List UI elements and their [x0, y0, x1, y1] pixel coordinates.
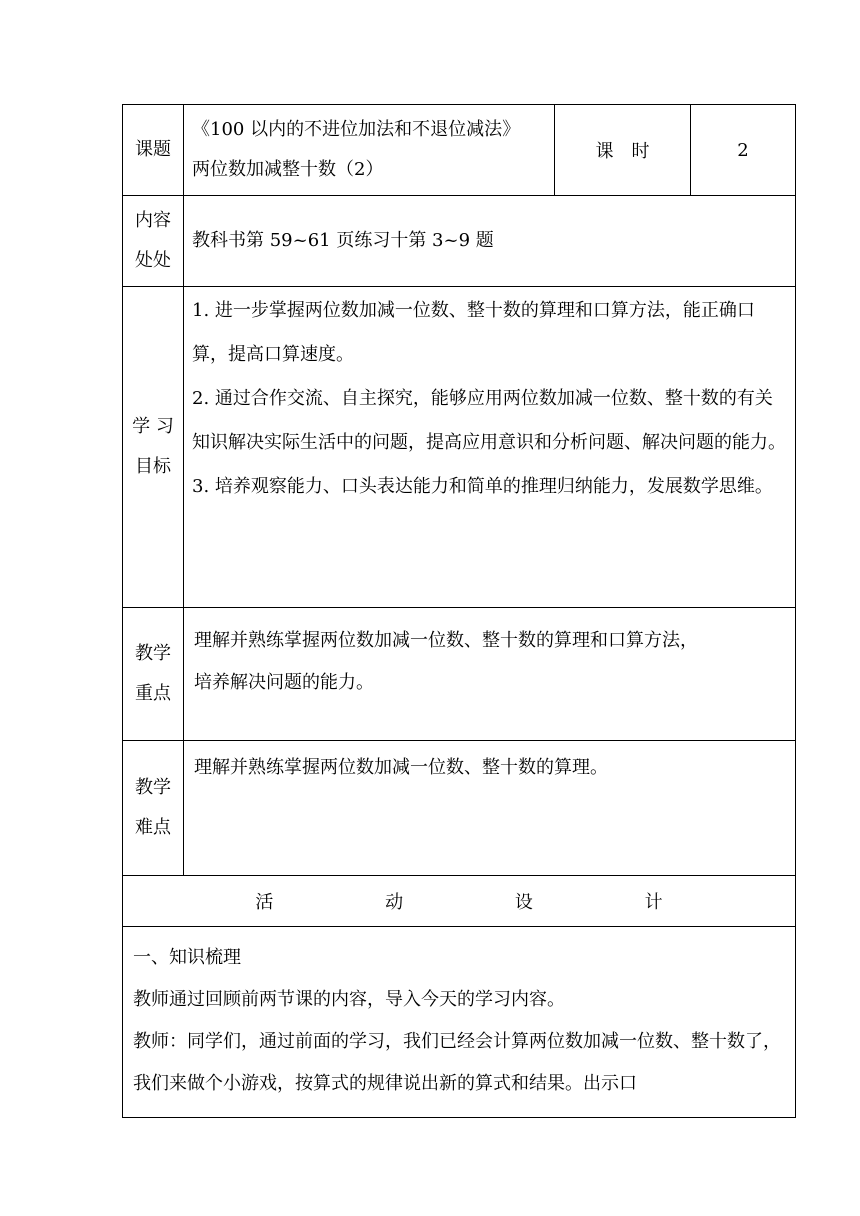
goal-item: 3. 培养观察能力、口头表达能力和简单的推理归纳能力，发展数学思维。 [192, 476, 773, 497]
label-diff-line2: 难点 [135, 817, 171, 838]
label-content-line1: 内容 [135, 210, 171, 231]
label-key-points [123, 608, 184, 741]
key-points-line1: 理解并熟练掌握两位数加减一位数、整十数的算理和口算方法， [194, 630, 698, 651]
lesson-plan-table [122, 104, 796, 1118]
label-topic [123, 105, 184, 196]
row-topic [123, 105, 796, 196]
activity-header-cell [123, 876, 796, 927]
label-content [123, 196, 184, 287]
label-goals-line1: 学 习 [132, 416, 174, 437]
period-label: 课 时 [595, 141, 650, 162]
period-value-cell [691, 105, 796, 196]
topic-title-cell [184, 105, 555, 196]
row-key-points [123, 608, 796, 741]
row-activity-body [123, 927, 796, 1118]
activity-char: 动 [385, 892, 404, 913]
label-goals [123, 287, 184, 608]
period-value: 2 [737, 139, 749, 161]
row-difficulties [123, 741, 796, 876]
difficulties-cell [184, 741, 796, 876]
row-content [123, 196, 796, 287]
label-key-line2: 重点 [135, 683, 171, 704]
topic-title-line2: 两位数加减整十数（2） [192, 159, 384, 180]
key-points-cell [184, 608, 796, 741]
label-key-line1: 教学 [135, 643, 171, 664]
goals-cell [184, 287, 796, 608]
topic-title-line1: 《100 以内的不进位加法和不退位减法》 [192, 119, 521, 140]
difficulties-text: 理解并熟练掌握两位数加减一位数、整十数的算理。 [194, 757, 608, 778]
goal-item: 1. 进一步掌握两位数加减一位数、整十数的算理和口算方法，能正确口算，提高口算速度。 [192, 300, 755, 365]
label-topic-text: 课题 [135, 139, 171, 160]
row-activity-header [123, 876, 796, 927]
row-goals [123, 287, 796, 608]
content-text: 教科书第 59~61 页练习十第 3~9 题 [192, 230, 494, 251]
content-cell [184, 196, 796, 287]
key-points-line2: 培养解决问题的能力。 [194, 672, 374, 693]
label-difficulties [123, 741, 184, 876]
label-content-line2: 处处 [135, 250, 171, 271]
activity-paragraph: 教师：同学们，通过前面的学习，我们已经会计算两位数加减一位数、整十数了，我们来做个小游戏，按算式的规律说出新的算式和结果。出示口 [133, 1031, 781, 1094]
activity-body-cell [123, 927, 796, 1118]
label-goals-line2: 目标 [135, 456, 171, 477]
label-diff-line1: 教学 [135, 777, 171, 798]
activity-char: 计 [644, 892, 663, 913]
period-label-cell [555, 105, 691, 196]
goal-item: 2. 通过合作交流、自主探究，能够应用两位数加减一位数、整十数的有关知识解决实际生活中的问题，提高应用意识和分析问题、解决问题的能力。 [192, 388, 786, 453]
activity-paragraph: 教师通过回顾前两节课的内容，导入今天的学习内容。 [133, 989, 565, 1010]
activity-section-heading: 一、知识梳理 [133, 947, 241, 968]
activity-char: 活 [255, 892, 274, 913]
activity-char: 设 [514, 892, 533, 913]
